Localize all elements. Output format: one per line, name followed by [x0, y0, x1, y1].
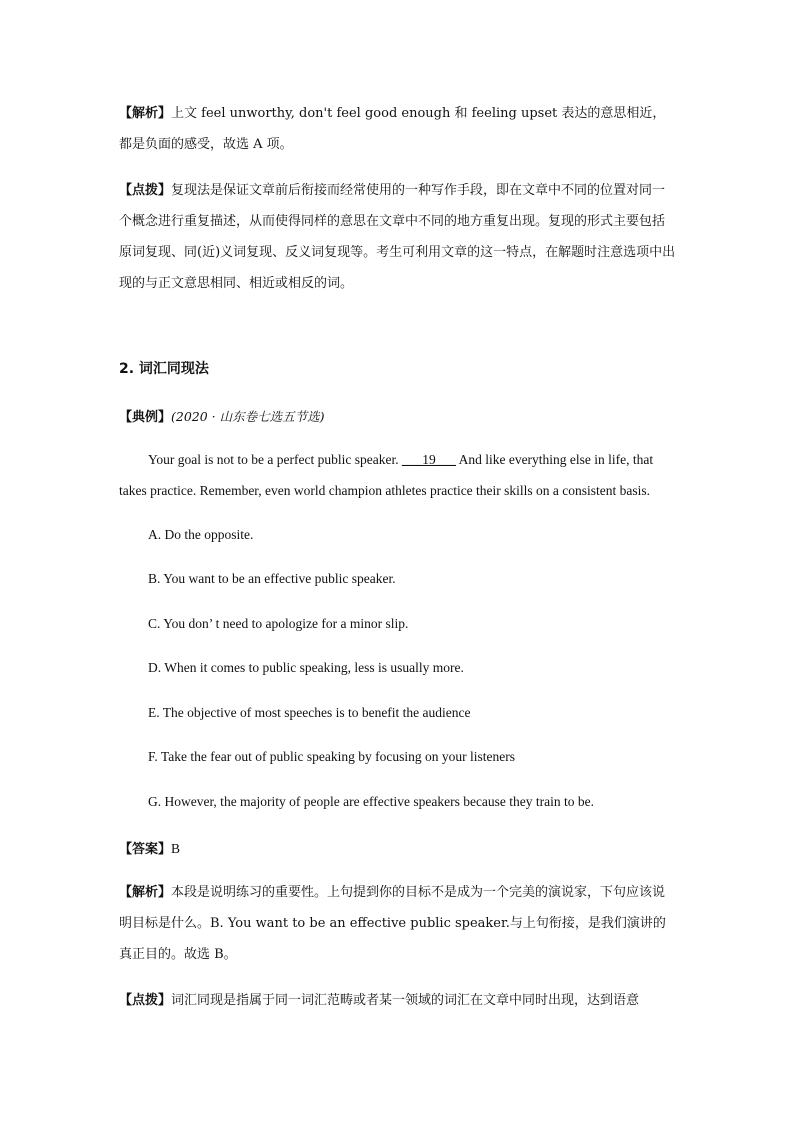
- answer-value: B: [171, 841, 181, 856]
- option-b: B. You want to be an effective public speaker.: [148, 571, 396, 586]
- analysis-tag-2: 【解析】: [119, 885, 172, 900]
- answer-line: [119, 833, 677, 865]
- option-d: D. When it comes to public speaking, less is usually more.: [148, 660, 464, 675]
- option-g: G. However, the majority of people are effective speakers because they train to be.: [148, 794, 595, 809]
- option-e: E. The objective of most speeches is to benefit the audience: [148, 705, 471, 720]
- example-tag: 【典例】: [119, 410, 172, 425]
- analysis-paragraph-1: [119, 98, 677, 160]
- tip-text: 复现法是保证文章前后衔接而经常使用的一种写作手段，即在文章中不同的位置对同一个概念进行重复描述，从而使得同样的意思在文章中不同的地方重复出现。复现的形式主要包括原词复现、同(近)义词复现、反义词复现等。考生可利用文章的这一特点，在解题时注意选项中出现的与正文意思相同、相近或相反的词。: [119, 183, 676, 291]
- example-header: [119, 401, 677, 433]
- passage-text-after: And like everything else in life, that takes practice. Remember, even world champion athletes practice their skills on a consistent basis.: [119, 452, 654, 498]
- tip-paragraph-1: [119, 175, 677, 299]
- section-heading: 2. 词汇同现法: [119, 361, 209, 377]
- option-a: A. Do the opposite.: [148, 527, 254, 542]
- passage-paragraph: [119, 444, 677, 506]
- tip-paragraph-2: [119, 985, 677, 1016]
- analysis-paragraph-2: [119, 877, 677, 970]
- passage-text-before: Your goal is not to be a perfect public speaker.: [148, 452, 402, 467]
- option-c: C. You don’ t need to apologize for a minor slip.: [148, 616, 409, 631]
- option-f: F. Take the fear out of public speaking by focusing on your listeners: [148, 749, 516, 764]
- analysis-text-2: 本段是说明练习的重要性。上句提到你的目标不是成为一个完美的演说家，下句应该说明目标是什么。B. You want to be an effective public speaker.与上句衔接，是我们演讲的真正目的。故选 B。: [119, 885, 666, 962]
- example-source: (2020 · 山东卷七选五节选): [171, 409, 325, 424]
- analysis-text: 上文 feel unworthy, don't feel good enough 和 feeling upset 表达的意思相近，都是负面的感受，故选 A 项。: [119, 106, 666, 152]
- analysis-tag: 【解析】: [119, 106, 172, 121]
- tip-text-2: 词汇同现是指属于同一词汇范畴或者某一领域的词汇在文章中同时出现，达到语意: [171, 993, 640, 1008]
- passage-blank: ___19___: [401, 452, 456, 467]
- tip-tag: 【点拨】: [119, 183, 172, 198]
- tip-tag-2: 【点拨】: [119, 993, 172, 1008]
- answer-tag: 【答案】: [119, 842, 172, 857]
